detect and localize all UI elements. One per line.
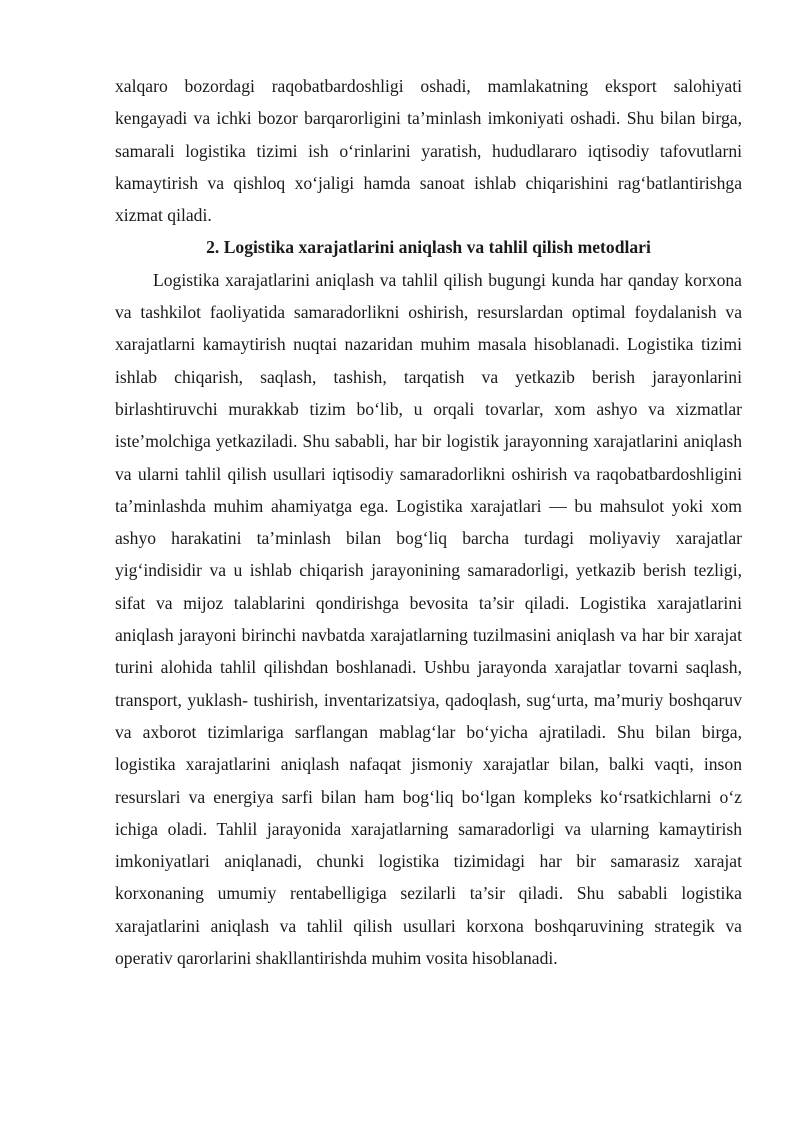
document-page [115, 70, 742, 974]
section-heading: 2. Logistika xarajatlarini aniqlash va tahlil qilish metodlari [206, 237, 651, 258]
paragraph-body: Logistika xarajatlarini aniqlash va tahlil qilish bugungi kunda har qanday korxona va tashkilot faoliyatida samaradorlikni oshirish, resurslardan optimal foydalanish va xarajatlarni kamaytirish nuqtai nazaridan muhim masala hisoblanadi. Logistika tizimi ishlab chiqarish, saqlash, tashish, tarqatish va yetkazib berish jarayonlarini birlashtiruvchi murakkab tizim bo‘lib, u orqali tovarlar, xom ashyo va xizmatlar iste’molchiga yetkaziladi. Shu sababli, har bir logistik jarayonning xarajatlarini aniqlash va ularni tahlil qilish usullari iqtisodiy samaradorlikni oshirish va raqobatbardoshligini ta’minlashda muhim ahamiyatga ega. Logistika xarajatlari — bu mahsulot yoki xom ashyo harakatini ta’minlash bilan bog‘liq barcha turdagi moliyaviy xarajatlar yig‘indisidir va u ishlab chiqarish jarayonining samaradorligi, yetkazib berish tezligi, sifat va mijoz talablarini qondirishga bevosita ta’sir qiladi. Logistika xarajatlarini aniqlash jarayoni birinchi navbatda xarajatlarning tuzilmasini aniqlash va har bir xarajat turini alohida tahlil qilishdan boshlanadi. Ushbu jarayonda xarajatlar tovarni saqlash, transport, yuklash- tushirish, inventarizatsiya, qadoqlash, sug‘urta, ma’muriy boshqaruv va axborot tizimlariga sarflangan mablag‘lar bo‘yicha ajratiladi. Shu bilan birga, logistika xarajatlarini aniqlash nafaqat jismoniy xarajatlar bilan, balki vaqti, inson resurslari va energiya sarfi bilan ham bog‘liq bo‘lgan kompleks ko‘rsatkichlarni o‘z ichiga oladi. Tahlil jarayonida xarajatlarning samaradorligi va ularning kamaytirish imkoniyatlari aniqlanadi, chunki logistika tizimidagi har bir samarasiz xarajat korxonaning umumiy rentabelligiga sezilarli ta’sir qiladi. Shu sababli logistika xarajatlarini aniqlash va tahlil qilish usullari korxona boshqaruvining strategik va operativ qarorlarini shakllantirishda muhim vosita hisoblanadi. [115, 269, 742, 969]
paragraph-continuation: xalqaro bozordagi raqobatbardoshligi oshadi, mamlakatning eksport salohiyati kengayadi va ichki bozor barqarorligini ta’minlash imkoniyati oshadi. Shu bilan birga, samarali logistika tizimi ish o‘rinlarini yaratish, hududlararo iqtisodiy tafovutlarni kamaytirish va qishloq xo‘jaligi hamda sanoat ishlab chiqarishini rag‘batlantirishga xizmat qiladi. [115, 76, 742, 226]
